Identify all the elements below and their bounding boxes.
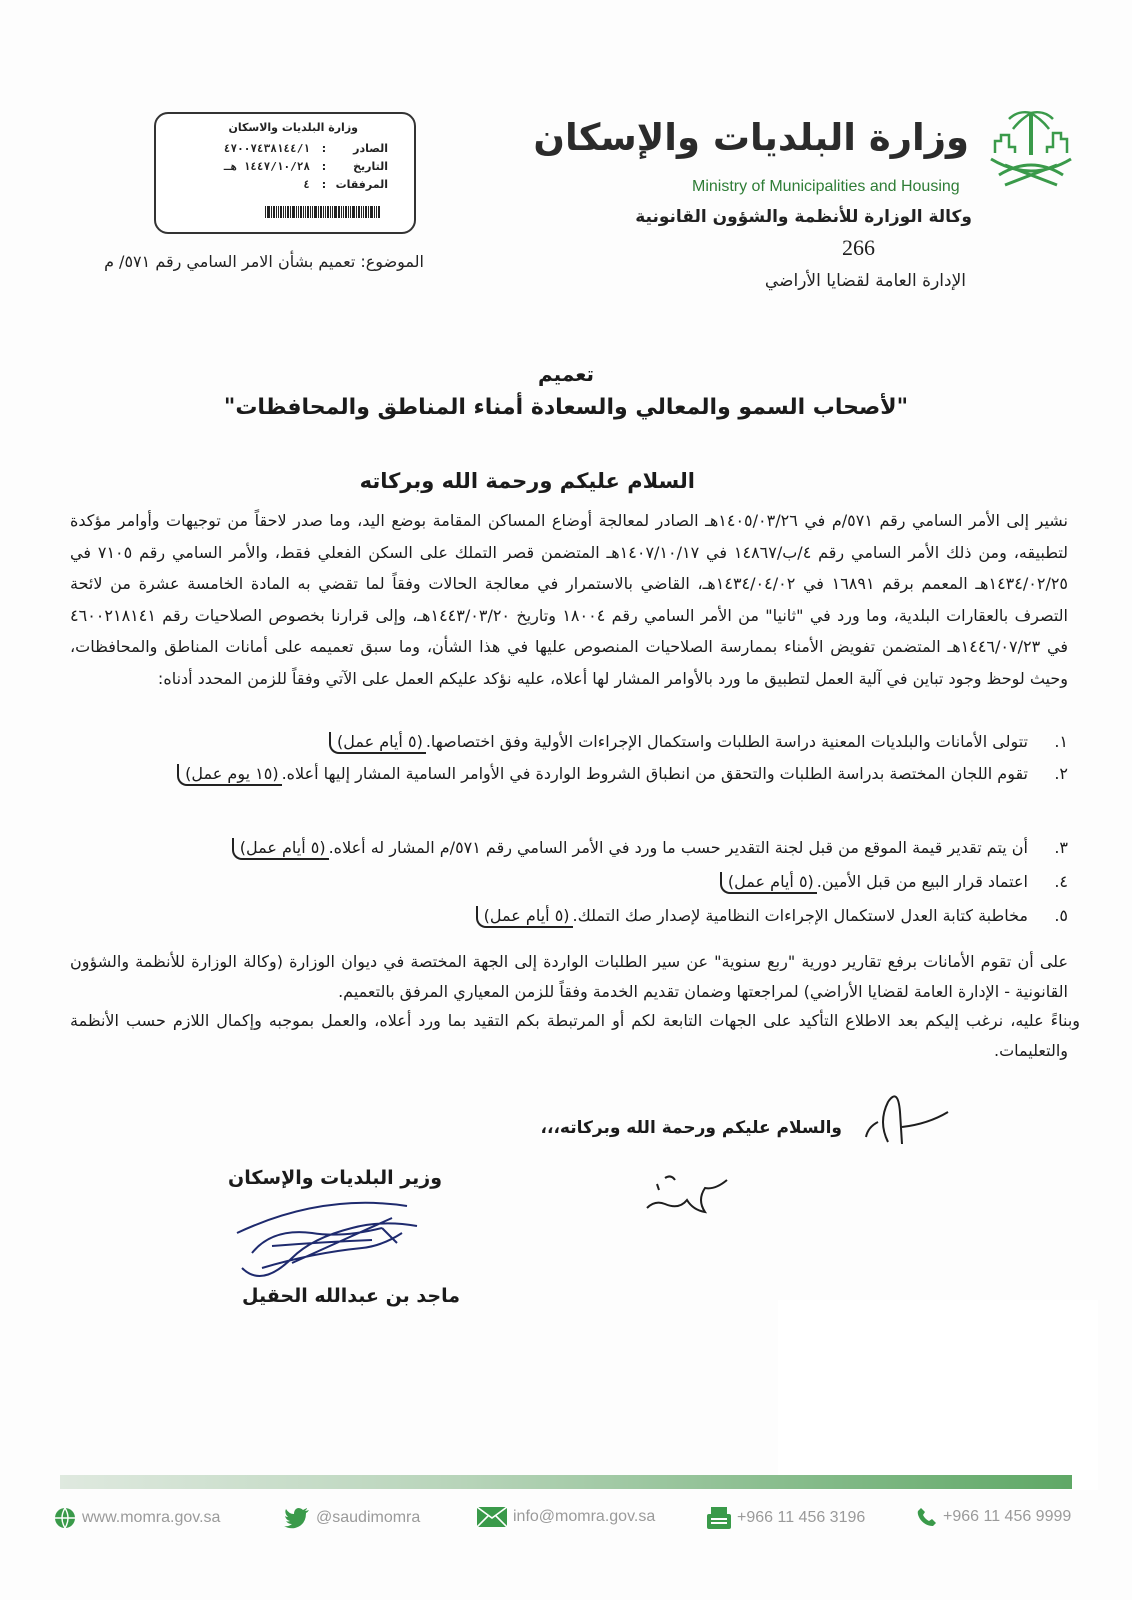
barcode-bar [370,206,373,218]
list-item-text: مخاطبة كتابة العدل لاستكمال الإجراءات النظامية لإصدار صك التملك. [572,906,1028,925]
handwritten-note-icon [635,1160,735,1230]
barcode-bar [378,206,380,218]
website-text: www.momra.gov.sa [82,1509,221,1526]
document-number: 266 [842,235,875,260]
barcode-bar [285,206,286,218]
list-item-text: اعتماد قرار البيع من قبل الأمين. [816,872,1028,891]
barcode-bar [365,206,367,218]
stamp-title: وزارة البلديات والاسكان [228,121,358,134]
barcode-bar [292,206,295,218]
barcode-bar [273,206,275,218]
stamp-label: المرفقات [335,178,388,191]
barcode-bar [332,206,333,218]
greeting: السلام عليكم ورحمة الله وبركاته [359,469,695,493]
closing-greeting: والسلام عليكم ورحمة الله وبركاته،،، [540,1118,842,1138]
footer-fax[interactable] [707,1507,865,1529]
barcode-bar [361,206,362,218]
email-text: info@momra.gov.sa [513,1508,656,1525]
barcode-bar [280,206,282,218]
barcode-bar [310,206,311,218]
barcode-bar [323,206,324,218]
procedure-list [70,726,1068,934]
list-item [70,866,1068,900]
barcode-bar [348,206,349,218]
barcode-bar [300,206,302,218]
barcode-bar [314,206,317,218]
barcode-bar [278,206,279,218]
stamp-label: الصادر [353,142,388,155]
barcode-bar [298,206,299,218]
barcode-bar [276,206,277,218]
footer-divider [60,1475,1072,1489]
signatory-name: ماجد بن عبدالله الحقيل [241,1285,460,1307]
barcode [230,206,380,218]
duration-badge: (٥ أيام عمل) [329,732,426,754]
barcode-bar [363,206,364,218]
stamp-value: ٤ [303,178,310,191]
duration-badge: (١٥ يوم عمل) [177,764,281,786]
list-item-text: تتولى الأمانات والبلديات المعنية دراسة الطلبات واستكمال الإجراءات الأولية وفق اختصاصها. [425,732,1028,751]
barcode-bar [296,206,297,218]
ministry-name-ar: وزارة البلديات والإسكان [533,116,969,159]
barcode-bar [312,206,313,218]
administration-name: الإدارة العامة لقضايا الأراضي [764,271,966,291]
twitter-text: @saudimomra [316,1509,421,1526]
barcode-bar [341,206,342,218]
twitter-icon [284,1507,310,1529]
barcode-bar [368,206,369,218]
barcode-bar [343,206,344,218]
footer-email[interactable] [477,1507,655,1527]
globe-icon [54,1507,76,1529]
list-item-number: ٤. [1054,872,1068,891]
list-item-text: تقوم اللجان المختصة بدراسة الطلبات والتحقق من انطباق الشروط الواردة في الأوامر السامية المشار إليها أعلاه. [281,764,1028,783]
barcode-bar [287,206,289,218]
barcode-bar [265,206,266,218]
document-addressees: "لأصحاب السمو والمعالي والسعادة أمناء المناطق والمحافظات" [223,395,909,420]
barcode-bar [320,206,322,218]
fax-text: +966 11 456 3196 [737,1509,866,1526]
envelope-icon [477,1507,507,1527]
ministry-name-en: Ministry of Municipalities and Housing [692,178,960,195]
footer-website[interactable] [54,1507,220,1529]
barcode-bar [327,206,329,218]
duration-badge: (٥ أيام عمل) [720,872,817,894]
fax-icon [707,1507,731,1529]
initial-signature-icon [858,1082,958,1152]
phone-text: +966 11 456 9999 [943,1508,1072,1525]
barcode-bar [334,206,337,218]
phone-icon [917,1507,937,1527]
list-item [70,832,1068,866]
barcode-bar [330,206,331,218]
barcode-bar [325,206,326,218]
instruction-paragraph: وبناءً عليه، نرغب إليكم بعد الاطلاع التأكيد على الجهات التابعة لكم أو المرتبطة بكم التقيد بما ورد أعلاه، والعمل بموجبه وإكمال اللازم حسب الأنظمة والتعليمات. [70,1011,1080,1060]
footer-contacts [52,1507,1092,1535]
barcode-bar [305,206,306,218]
minister-signature-icon [232,1198,442,1298]
stamp-row-date: التاريخ : ١٤٤٧/١٠/٢٨ هـ [178,160,388,173]
list-item-number: ٢. [1054,764,1068,783]
barcode-bar [338,206,340,218]
barcode-bar [376,206,377,218]
reporting-paragraph: على أن تقوم الأمانات برفع تقارير دورية "ربع سنوية" عن سير الطلبات الواردة إلى الجهة المختصة في ديوان الوزارة (وكالة الوزارة للأنظمة والشؤون القانونية - الإدارة العامة لقضايا الأراضي) لمراجعتها وضمان تقديم الخدمة وفقاً للزمن المعياري المرفق بالتعميم. [70,952,1068,1001]
outgoing-stamp [154,112,416,234]
barcode-bar [283,206,284,218]
duration-badge: (٥ أيام عمل) [476,906,573,928]
footer-phone[interactable] [917,1507,1071,1527]
signatory-title: وزير البلديات والإسكان [228,1167,442,1189]
blank-area [778,1300,1098,1490]
list-item-number: ٥. [1054,906,1068,925]
barcode-bar [352,206,355,218]
body-text: نشير إلى الأمر السامي رقم ٥٧١/م في ١٤٠٥/٠٣/٢٦هـ الصادر لمعالجة أوضاع المساكن المقامة بوضع اليد، وما صدر لاحقاً من توجيهات وأوامر مؤكدة لتطبيقه، ومن ذلك الأمر السامي رقم ٤/ب/١٤٨٦٧ في ١٤٠٧/١٠/١٧هـ المتضمن قصر التملك على السكن الفعلي فقط، والأمر السامي رقم ٧١٠٥ في ١٤٣٤/٠٢/٢٥هـ المعمم برقم ١٦٨٩١ في ١٤٣٤/٠٤/٠٢هـ، القاضي بالاستمرار في معالجة الحالات وفقاً لما تقضي به المادة الخامسة عشرة من لائحة التصرف بالعقارات البلدية، وما ورد في "ثانيا" من الأمر السامي رقم ١٨٠٠٤ وتاريخ ١٤٤٣/٠٣/٢٠هـ، وإلى قرارنا بخصوص الصلاحيات رقم ٤٦٠٠٢١٨١٤١ في ١٤٤٦/٠٧/٢٣هـ المتضمن تفويض الأمناء بممارسة الصلاحيات المنصوص عليها في هذا الشأن، وما سبق تعميمه على أمانات المناطق والمحافظات، وحيث لوحظ وجود تباين في آلية العمل لتطبيق ما ورد بالأوامر المشار لها أعلاه، عليه نؤكد عليكم العمل على الآتي وفقاً للزمن المحدد أدناه: [70,511,1069,688]
document-title: تعميم [537,362,595,386]
barcode-bar [358,206,360,218]
barcode-bar [374,206,375,218]
barcode-bar [350,206,351,218]
barcode-bar [318,206,319,218]
stamp-value: ٤٧٠٠٧٤٣٨١٤٤/١ [223,142,310,155]
list-item [70,758,1068,832]
barcode-bar [303,206,304,218]
stamp-row-outgoing: الصادر : ٤٧٠٠٧٤٣٨١٤٤/١ [178,142,388,155]
barcode-bar [345,206,347,218]
stamp-label: التاريخ [353,160,388,173]
list-item-number: ١. [1054,732,1068,751]
stamp-row-attachments: المرفقات : ٤ [178,178,388,191]
list-item [70,900,1068,934]
duration-badge: (٥ أيام عمل) [232,838,329,860]
stamp-value: ١٤٤٧/١٠/٢٨ هـ [223,160,310,173]
list-item [70,726,1068,758]
footer-twitter[interactable] [284,1507,420,1529]
list-item-number: ٣. [1054,838,1068,857]
body-paragraph [70,505,1068,694]
barcode-bar [290,206,291,218]
barcode-bar [271,206,272,218]
barcode-bar [267,206,270,218]
subject-line: الموضوع: تعميم بشأن الامر السامي رقم ٥٧١/ م [104,252,424,271]
barcode-bar [307,206,309,218]
ministry-logo-icon [985,103,1077,199]
list-item-text: أن يتم تقدير قيمة الموقع من قبل لجنة التقدير حسب ما ورد في الأمر السامي رقم ٥٧١/م المشار له أعلاه. [328,838,1028,857]
agency-name: وكالة الوزارة للأنظمة والشؤون القانونية [635,207,972,227]
barcode-bar [356,206,357,218]
closing-paragraphs [70,947,1080,1065]
